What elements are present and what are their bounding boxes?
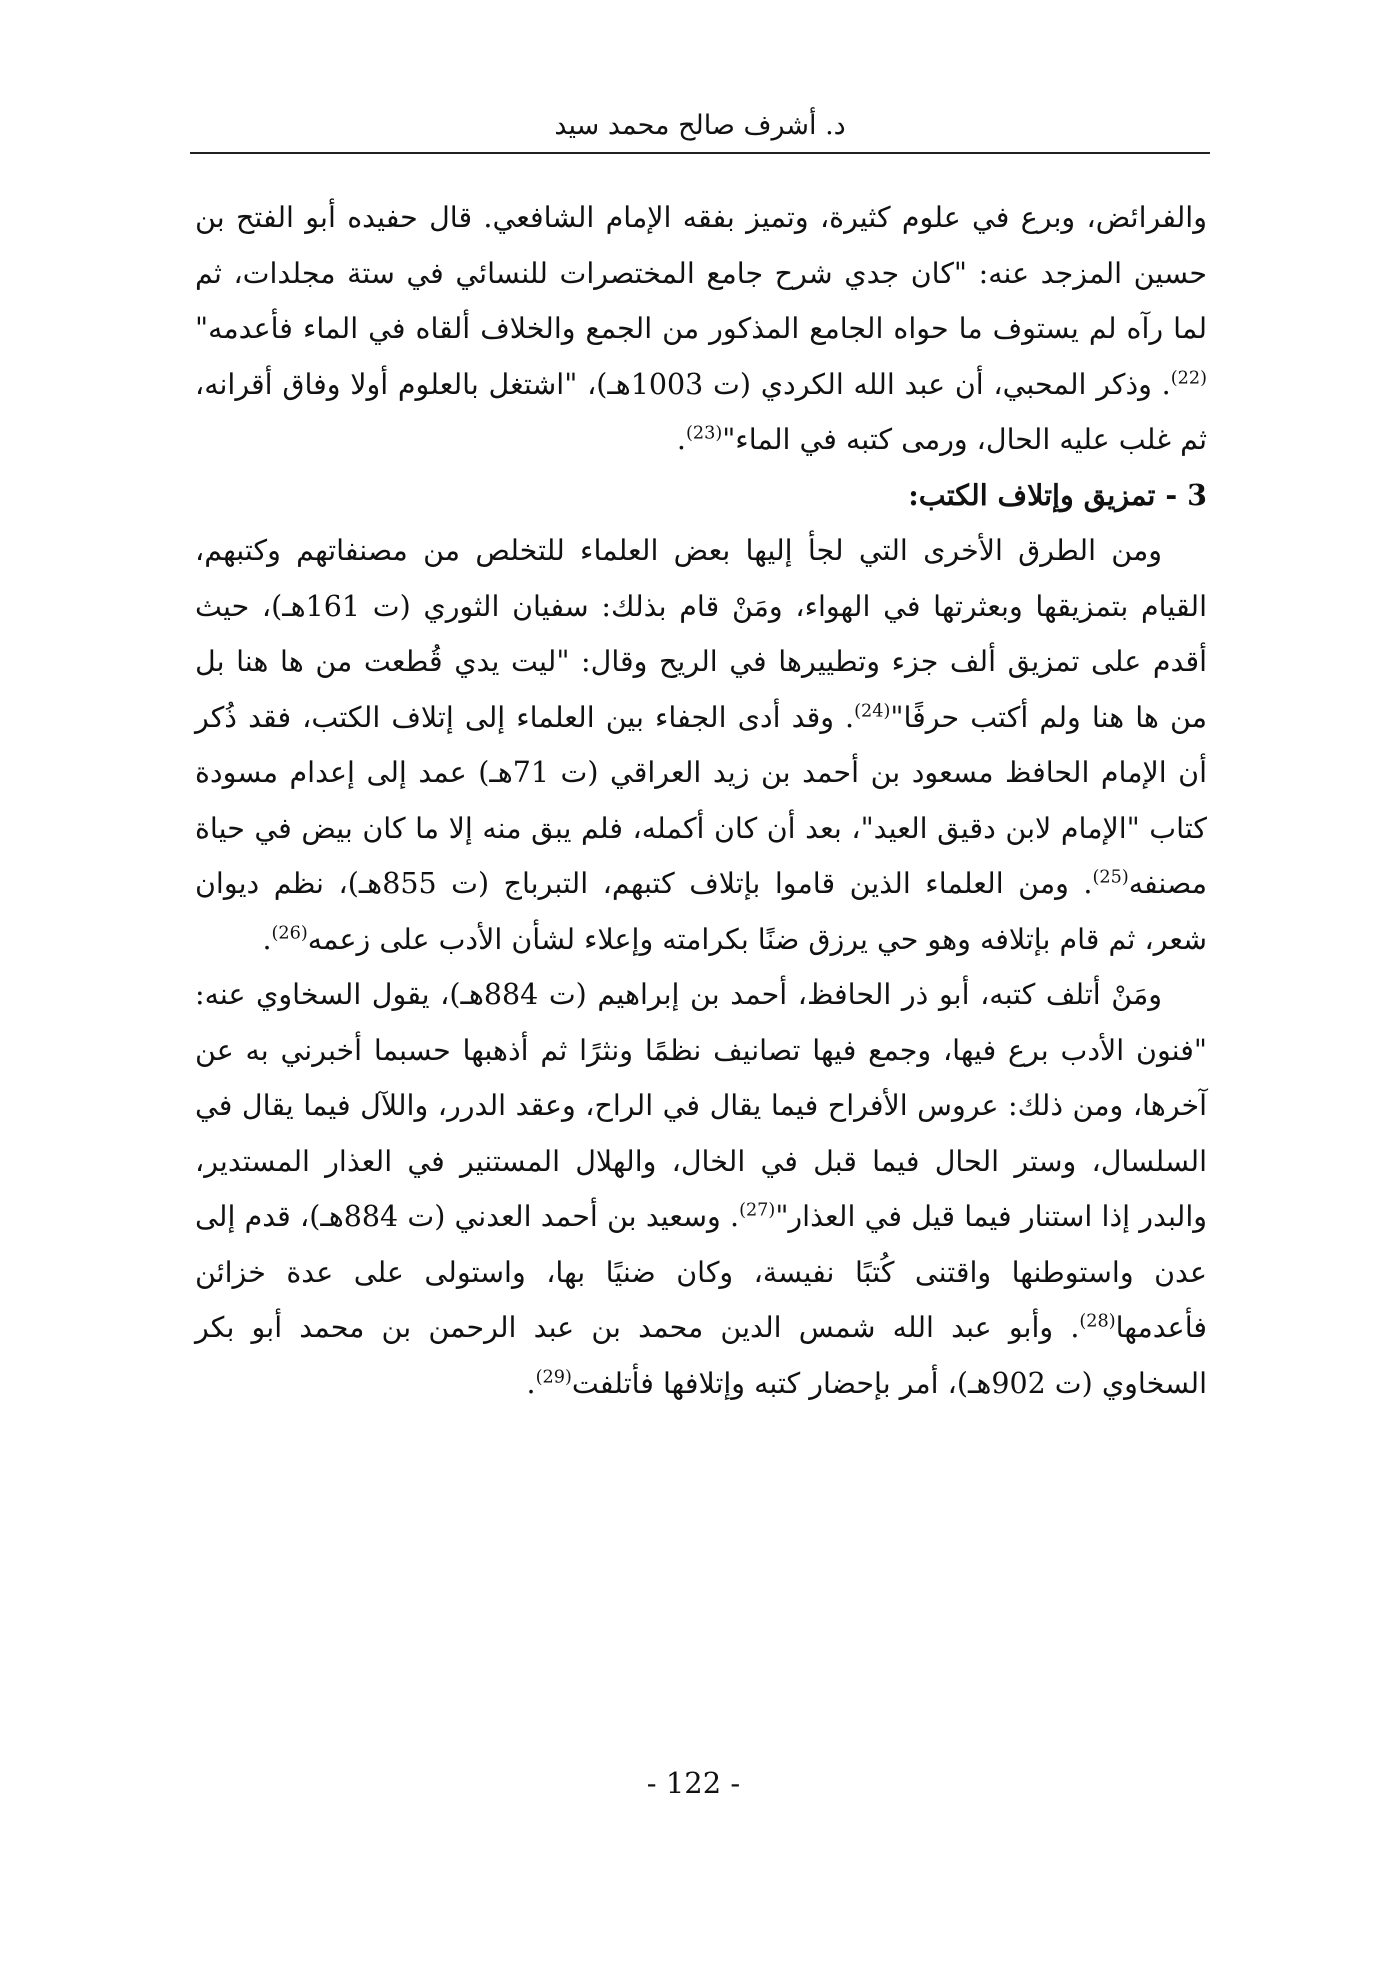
- page-number: - 122 -: [646, 1766, 741, 1800]
- text-run: . ومن العلماء الذين قاموا بإتلاف كتبهم، التبرباج (ت 855هـ)، نظم ديوان شعر، ثم قام بإتلافه وهو حي يرزق ضنًا بكرامته وإعلاء لشأن الأدب على زعمه: [195, 867, 1207, 956]
- running-header: [190, 100, 1210, 152]
- text-run: . وأبو عبد الله شمس الدين محمد بن عبد الرحمن بن محمد أبو بكر السخاوي (ت 902هـ)، أمر بإحضار كتبه وإتلافها فأتلفت: [195, 1311, 1207, 1400]
- footnote-marker: (29): [535, 1367, 572, 1387]
- text-run: . وسعيد بن أحمد العدني (ت 884هـ)، قدم إلى عدن واستوطنها واقتنى كُتبًا نفيسة، وكان ضنيًا بها، واستولى على عدة خزائن فأعدمها: [195, 1200, 1207, 1344]
- text-run: .: [526, 1366, 536, 1400]
- text-run: . وذكر المحبي، أن عبد الله الكردي (ت 1003هـ)، "اشتغل بالعلوم أولا وفاق أقرانه، ثم غلب عليه الحال، ورمى كتبه في الماء": [195, 367, 1207, 456]
- footnote-marker: (23): [685, 423, 723, 444]
- page-body: [195, 190, 1207, 1411]
- section-heading: 3 - تمزيق وإتلاف الكتب:: [908, 477, 1207, 512]
- footnote-marker: (26): [271, 923, 308, 943]
- text-run: ومن الطرق الأخرى التي لجأ إليها بعض العلماء للتخلص من مصنفاتهم وكتبهم، القيام بتمزيقها وبعثرتها في الهواء، ومَنْ قام بذلك: سفيان الثوري (ت 161هـ)، حيث أقدم على تمزيق ألف جزء وتطييرها في الريح وقال: "ليت يدي قُطعت من ها هنا بل من ها هنا ولم أكتب حرفًا": [195, 534, 1208, 734]
- text-run: والفرائض، وبرع في علوم كثيرة، وتميز بفقه الإمام الشافعي. قال حفيده أبو الفتح بن حسين المزجد عنه: "كان جدي شرح جامع المختصرات للنسائي في ستة مجلدات، ثم لما رآه لم يستوف ما حواه الجامع المذكور من الجمع والخلاف ألقاه في الماء فأعدمه": [195, 201, 1207, 345]
- body-paragraph: [195, 523, 1207, 967]
- text-run: . وقد أدى الجفاء بين العلماء إلى إتلاف الكتب، فقد ذُكر أن الإمام الحافظ مسعود بن أحمد بن زيد العراقي (ت 71هـ) عمد إلى إعدام مسودة كتاب "الإمام لابن دقيق العيد"، بعد أن كان أكمله، فلم يبق منه إلا ما كان بيض في حياة مصنفه: [195, 700, 1207, 900]
- footnote-marker: (22): [1170, 368, 1207, 388]
- text-run: .: [676, 423, 686, 456]
- text-run: ومَنْ أتلف كتبه، أبو ذر الحافظ، أحمد بن إبراهيم (ت 884هـ)، يقول السخاوي عنه: "فنون الأدب برع فيها، وجمع فيها تصانيف نظمًا ونثرًا ثم أذهبها حسبما أخبرني به عن آخرها، ومن ذلك: عروس الأفراح فيما يقال في الراح، وعقد الدرر، واللآل فيما يقال في السلسال، وستر الحال فيما قبل في الخال، والهلال المستنير في العذار المستدير، والبدر إذا استنار فيما قيل في العذار": [195, 978, 1207, 1233]
- body-paragraph: [195, 190, 1207, 468]
- body-paragraph: [195, 967, 1207, 1411]
- footnote-marker: (25): [1092, 867, 1129, 888]
- text-run: .: [262, 922, 272, 956]
- running-title: د. أشرف صالح محمد سيد: [554, 110, 846, 141]
- header-divider: [190, 152, 1210, 154]
- footnote-marker: (24): [854, 701, 891, 721]
- footnote-marker: (27): [739, 1200, 776, 1221]
- footnote-marker: (28): [1079, 1311, 1116, 1332]
